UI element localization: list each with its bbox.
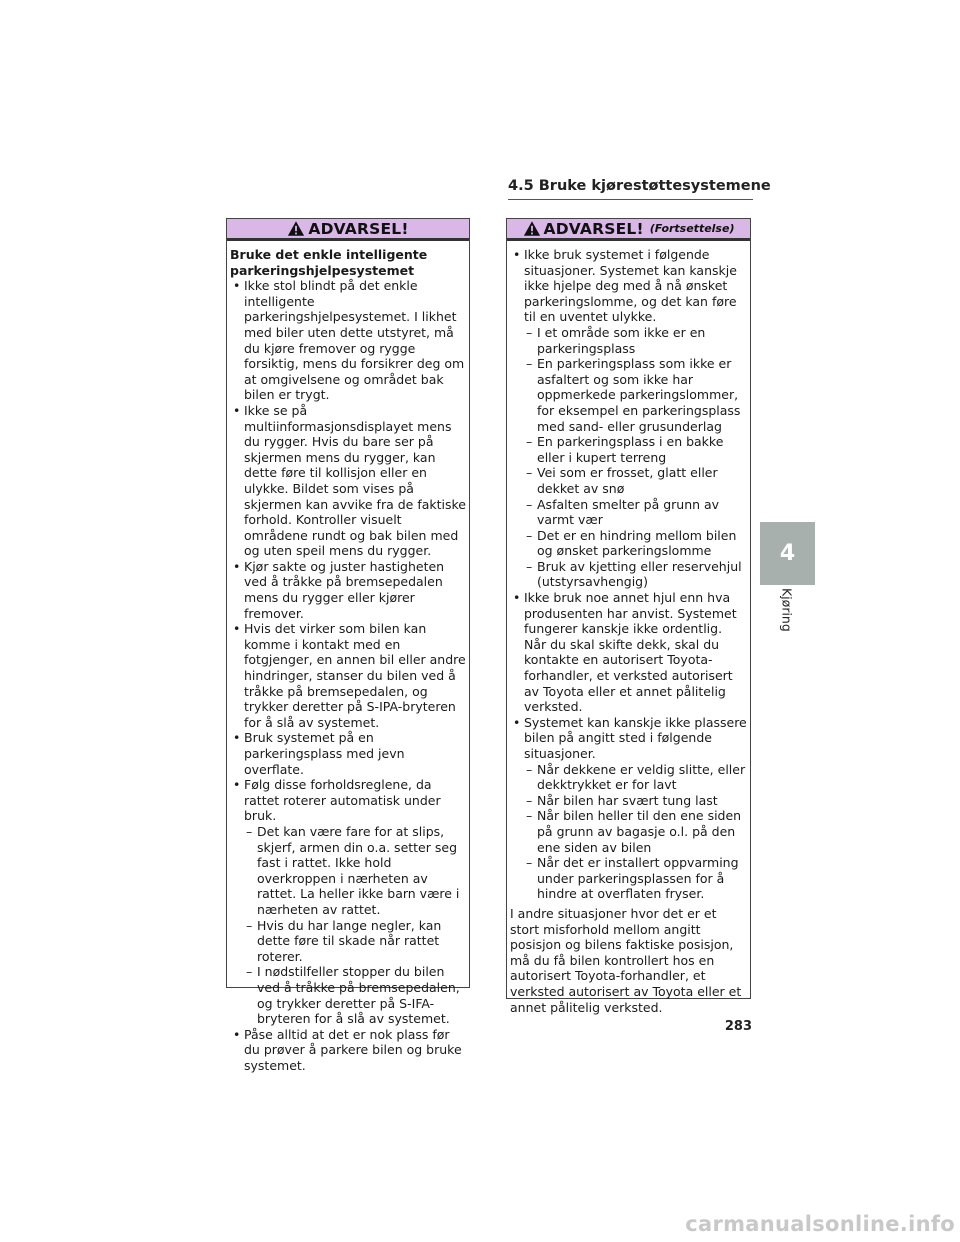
sub-item: – Asfalten smelter på grunn av varmt vær (510, 497, 747, 528)
bullet-item: • Hvis det virker som bilen kan komme i kontakt med en fotgjenger, en annen bil eller andre hindringer, stanser du bilen ved å tråkke på bremsepedalen, og trykker deretter på S-IPA-bryteren for å slå av systemet. (230, 621, 466, 730)
sub-item: – I nødstilfeller stopper du bilen ved å tråkke på bremsepedalen, og trykker deretter på S-IFA-bryteren for å slå av systemet. (230, 964, 466, 1026)
chapter-tab: 4 (760, 522, 815, 585)
warning-box-right (506, 218, 751, 1015)
section-title: 4.5 Bruke kjørestøttesystemene (508, 178, 753, 200)
sub-item: – Bruk av kjetting eller reservehjul (utstyrsavhengig) (510, 559, 747, 590)
sub-item: – I et område som ikke er en parkeringsplass (510, 325, 747, 356)
bullet-item: • Kjør sakte og juster hastigheten ved å tråkke på bremsepedalen mens du rygger eller kjører fremover. (230, 559, 466, 621)
sub-item: – Hvis du har lange negler, kan dette føre til skade når rattet roterer. (230, 918, 466, 965)
warning-content (227, 241, 469, 1073)
chapter-label: Kjøring (779, 588, 795, 632)
bullet-item: • Systemet kan kanskje ikke plassere bilen på angitt sted i følgende situasjoner. (510, 715, 747, 762)
sub-item: – Vei som er frosset, glatt eller dekket av snø (510, 465, 747, 496)
bullet-item: • Ikke se på multiinformasjonsdisplayet mens du rygger. Hvis du bare ser på skjermen mens du rygger, kan dette føre til kollisjon eller en ulykke. Bildet som vises på skjermen kan avvike fra de faktiske forhold. Kontroller visuelt områdene rundt og bak bilen med og uten speil mens du rygger. (230, 403, 466, 559)
sub-item: – Det kan være fare for at slips, skjerf, armen din o.a. setter seg fast i rattet. Ikke hold overkroppen i nærheten av rattet. La heller ikke barn være i nærheten av rattet. (230, 824, 466, 918)
bullet-item: • Følg disse forholdsreglene, da rattet roterer automatisk under bruk. (230, 777, 466, 824)
warning-banner (507, 219, 750, 241)
warning-triangle-icon (287, 220, 305, 237)
page-number: 283 (724, 1019, 752, 1034)
banner-title: ADVARSEL! (543, 219, 644, 238)
sub-item: – Når bilen heller til den ene siden på grunn av bagasje o.l. på den ene siden av bilen (510, 808, 747, 855)
sub-item: – En parkeringsplass som ikke er asfaltert og som ikke har oppmerkede parkeringslommer, for eksempel en parkeringsplass med sand- eller grusunderlag (510, 356, 747, 434)
banner-continued: (Fortsettelse) (649, 222, 735, 235)
warning-triangle-icon (523, 220, 541, 237)
paragraph: I andre situasjoner hvor det er et stort misforhold mellom angitt posisjon og bilens faktiske posisjon, må du få bilen kontrollert hos en autorisert Toyota-forhandler, et verksted autorisert av Toyota eller et annet pålitelig verksted. (510, 905, 742, 1015)
warning-box-left (226, 218, 470, 1073)
warning-banner (227, 219, 469, 241)
bullet-item: • Ikke stol blindt på det enkle intelligente parkeringshjelpesystemet. I likhet med biler uten dette utstyret, må du kjøre fremover og rygge forsiktig, mens du forsikrer deg om at omgivelsene og området bak bilen er trygt. (230, 278, 466, 403)
sub-item: – En parkeringsplass i en bakke eller i kupert terreng (510, 434, 747, 465)
watermark: carmanualsonline.info (685, 1212, 955, 1236)
sub-item: – Det er en hindring mellom bilen og ønsket parkeringslomme (510, 528, 747, 559)
bullet-item: • Ikke bruk systemet i følgende situasjoner. Systemet kan kanskje ikke hjelpe deg med å nå ønsket parkeringslomme, og det kan føre til en uventet ulykke. (510, 247, 747, 325)
bullet-item: • Påse alltid at det er nok plass før du prøver å parkere bilen og bruke systemet. (230, 1027, 466, 1074)
warning-heading: Bruke det enkle intelligente parkeringshjelpesystemet (230, 247, 428, 278)
sub-item: – Når bilen har svært tung last (510, 793, 747, 809)
warning-content (507, 241, 750, 1015)
bullet-item: • Ikke bruk noe annet hjul enn hva produsenten har anvist. Systemet fungerer kanskje ikke ordentlig. Når du skal skifte dekk, skal du kontakte en autorisert Toyota-forhandler, et verksted autorisert av Toyota eller et annet pålitelig verksted. (510, 590, 747, 715)
sub-item: – Når dekkene er veldig slitte, eller dekktrykket er for lavt (510, 762, 747, 793)
bullet-item: • Bruk systemet på en parkeringsplass med jevn overflate. (230, 730, 466, 777)
sub-item: – Når det er installert oppvarming under parkeringsplassen for å hindre at overflaten fryser. (510, 855, 747, 902)
banner-title: ADVARSEL! (308, 219, 409, 238)
